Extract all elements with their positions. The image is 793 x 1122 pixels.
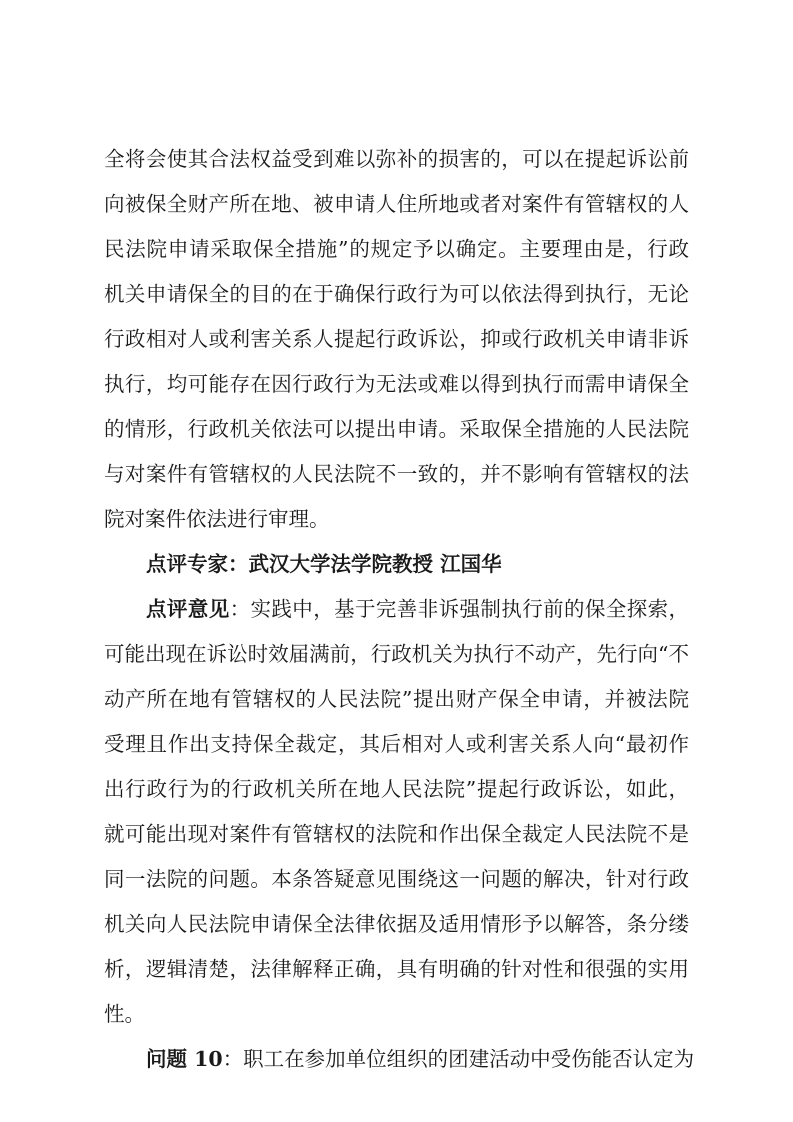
paragraph-line: 与对案件有管辖权的人民法院不一致的，并不影响有管辖权的法 xyxy=(104,462,689,486)
paragraph-line: 的情形，行政机关依法可以提出申请。采取保全措施的人民法院 xyxy=(104,417,689,441)
paragraph-line: 执行，均可能存在因行政行为无法或难以得到执行而需申请保全 xyxy=(104,372,689,396)
paragraph-line: 机关申请保全的目的在于确保行政行为可以依法得到执行，无论 xyxy=(104,282,689,306)
paragraph-line: 民法院申请采取保全措施”的规定予以确定。主要理由是，行政 xyxy=(104,237,689,261)
paragraph-line: 全将会使其合法权益受到难以弥补的损害的，可以在提起诉讼前 xyxy=(104,147,689,171)
comment-line: 就可能出现对案件有管辖权的法院和作出保全裁定人民法院不是 xyxy=(104,822,689,846)
comment-line: 可能出现在诉讼时效届满前，行政机关为执行不动产，先行向“不 xyxy=(104,642,689,666)
comment-line: 受理且作出支持保全裁定，其后相对人或利害关系人向“最初作 xyxy=(104,732,689,756)
comment-line: 出行政行为的行政机关所在地人民法院”提起行政诉讼，如此， xyxy=(104,777,689,801)
reviewer-heading: 点评专家：武汉大学法学院教授 江国华 xyxy=(146,552,502,576)
comment-first-line xyxy=(146,594,689,624)
comment-first-line-text: ：实践中，基于完善非诉强制执行前的保全探索， xyxy=(229,597,690,621)
comment-line: 动产所在地有管辖权的人民法院”提出财产保全申请，并被法院 xyxy=(104,687,689,711)
question-line xyxy=(146,1044,695,1074)
comment-line: 同一法院的问题。本条答疑意见围绕这一问题的解决，针对行政 xyxy=(104,867,689,891)
comment-line: 析，逻辑清楚，法律解释正确，具有明确的针对性和很强的实用 xyxy=(104,957,689,981)
paragraph-line: 向被保全财产所在地、被申请人住所地或者对案件有管辖权的人 xyxy=(104,192,689,216)
question-text: ：职工在参加单位组织的团建活动中受伤能否认定为 xyxy=(222,1047,695,1071)
paragraph-line: 院对案件依法进行审理。 xyxy=(104,507,330,531)
comment-line: 机关向人民法院申请保全法律依据及适用情形予以解答，条分缕 xyxy=(104,912,689,936)
question-label: 问题 10 xyxy=(146,1047,223,1071)
comment-label: 点评意见 xyxy=(146,597,230,621)
paragraph-line: 行政相对人或利害关系人提起行政诉讼，抑或行政机关申请非诉 xyxy=(104,327,689,351)
comment-line: 性。 xyxy=(104,1002,145,1026)
